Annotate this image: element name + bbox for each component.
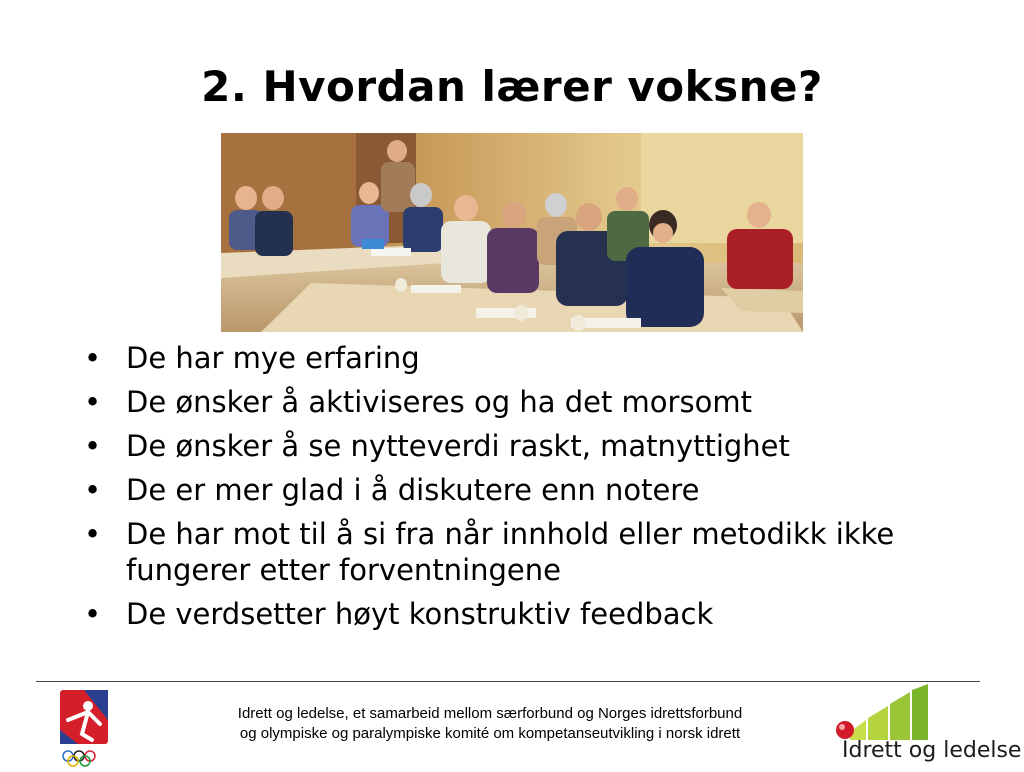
footer-line-2: og olympiske og paralympiske komité om kompetanseutvikling i norsk idrett <box>239 725 741 742</box>
classroom-photo <box>221 133 803 332</box>
footer-line-1: Idrett og ledelse, et samarbeid mellom særforbund og Norges idrettsforbund <box>237 705 743 722</box>
nif-logo-graphic <box>58 690 110 768</box>
bullet-list <box>84 340 984 640</box>
bullet-item <box>84 516 984 588</box>
idrett-og-ledelse-logo-graphic <box>832 682 1002 742</box>
bullet-marker: • <box>84 597 102 631</box>
bullet-text: De ønsker å se nytteverdi raskt, matnyttighet <box>126 429 790 463</box>
bullet-marker: • <box>84 385 102 419</box>
bullet-marker: • <box>84 341 102 375</box>
bullet-item <box>84 384 984 420</box>
footer-text <box>150 704 830 744</box>
bullet-marker: • <box>84 517 102 551</box>
bullet-item <box>84 472 984 508</box>
bullet-item <box>84 428 984 464</box>
bullet-text: De verdsetter høyt konstruktiv feedback <box>126 597 714 631</box>
bullet-marker: • <box>84 429 102 463</box>
idrett-og-ledelse-logo <box>832 682 1022 768</box>
logo-text: Idrett og ledelse <box>842 738 1022 763</box>
bullet-item <box>84 340 984 376</box>
classroom-photo-illustration <box>221 133 803 332</box>
bullet-text: De er mer glad i å diskutere enn notere <box>126 473 700 507</box>
bullet-marker: • <box>84 473 102 507</box>
bullet-text: De ønsker å aktiviseres og ha det morsomt <box>126 385 752 419</box>
bullet-item <box>84 596 984 632</box>
bullet-text: De har mot til å si fra når innhold eller metodikk ikke fungerer etter forventningene <box>126 517 895 587</box>
bullet-text: De har mye erfaring <box>126 341 420 375</box>
slide-title: 2. Hvordan lærer voksne? <box>201 62 823 111</box>
nif-logo <box>58 690 110 768</box>
